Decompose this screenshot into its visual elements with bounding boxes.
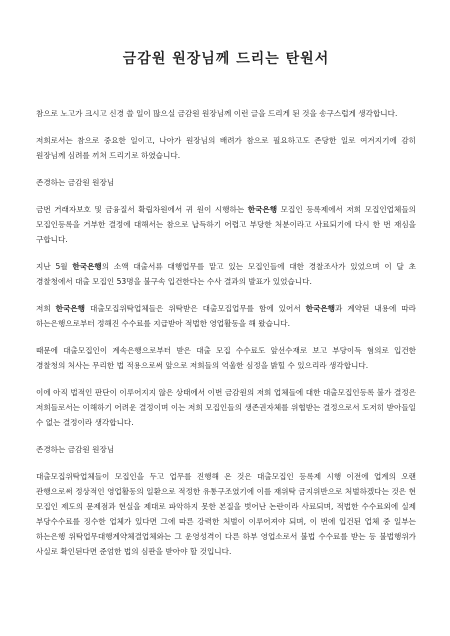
body-paragraph [36,259,416,289]
bank-name-text: 한국은행 [72,262,102,271]
paragraph-text: 때문에 대출모집인이 계속은행으로부터 받은 대출 모집 수수료도 앞선수재로 보고 부당이득 혐의로 입건한 경찰청의 처사는 무리한 법 적용으로써 앞으로 저희들의 억울한 심정을 밝힐 수 있으리라 생각합니다. [36,346,416,370]
body-paragraph [36,301,416,331]
bank-name-text: 한국은행 [55,304,86,313]
paragraph-text: 이에 아직 법적인 판단이 이루어지지 않은 상태에서 이번 금감원의 저희 업체들에 대한 대출모집인등록 불가 결정은 저희들로서는 이해하기 어려운 결정이며 이는 저희 모집인들의 생존권자체를 위협받는 결정으로서 도저히 받아들일 수 없는 결정이라 생각합니다. [36,388,416,427]
paragraph-text: 참으로 노고가 크시고 신경 쓸 일이 많으실 금감원 원장님께 이런 글을 드리게 된 것을 송구스럽게 생각합니다. [36,109,398,118]
bank-name-text: 한국은행 [247,205,278,214]
paragraph-text: 의 소액 대출서류 대행업무를 맡고 있는 모집인들에 대한 경찰조사가 있었으며 이 달 초 경찰청에서 대출 모집인 53명을 불구속 입건한다는 수사 결과의 발표가 있었습니다. [36,262,416,286]
body-paragraph [36,385,416,430]
paragraph-text: 존경하는 금감원 원장님 [36,178,115,187]
document-body [36,106,416,559]
body-paragraph [36,469,416,559]
body-paragraph [36,133,416,163]
body-paragraph [36,202,416,247]
paragraph-text: 과 계약된 내용에 따라 하는은행으로부터 정해진 수수료를 지급받아 적법한 영업활동을 해 왔습니다. [36,304,416,328]
bank-name-text: 한국은행 [305,304,336,313]
paragraph-text: 저희 [36,304,56,313]
document-title: 금감원 원장님께 드리는 탄원서 [122,51,330,67]
salutation [36,175,416,190]
paragraph-text: 저희로서는 참으로 중요한 일이고, 나아가 원장님의 배려가 참으로 필요하고도 존당한 일로 여겨지기에 감히 원장님께 심려를 끼쳐 드리기로 하였습니다. [36,136,416,160]
paragraph-text: 대출모집위탁업체들이 모집인을 두고 업무를 진행해 온 것은 대출모집인 등록제 시행 이전에 업계의 오랜 관행으로써 정상적인 영업활동의 일환으로 적정한 유통구조였기에 이를 재위탁 금지위반으로 처벌하겠다는 것은 현 모집인 제도의 문제점과 현실을 제대로 파악하지 못한 본질을 벗어난 논란이라 사료되며, 적법한 수수료외에 실제 부당수수료를 징수한 업체가 있다면 그에 따른 강력한 처벌이 이루어져야 되며, 이 번에 입건된 업체 중 일부는 하는은행 위탁업무대행계약체결업체와는 그 운영성격이 다른 하부 영업소로서 불법 수수료를 받는 등 불법행위가 사실로 확인된다면 준엄한 법의 심판을 받아야 할 것입니다. [36,472,416,556]
body-paragraph [36,106,416,121]
paragraph-text: 지난 5월 [36,262,73,271]
paragraph-text: 존경하는 금감원 원장님 [36,445,115,454]
paragraph-text: 금번 거래자보호 및 금융질서 확립차원에서 귀 원이 시행하는 [36,205,248,214]
paragraph-text: 모집인 등록제에서 저희 모집인업체들의 모집인등록을 거부한 결정에 대해서는 참으로 납득하기 어렵고 부당한 처분이라고 사료되기에 다시 한 번 재심을 구합니다. [36,205,416,244]
paragraph-text: 대출모집위탁업체들은 위탁받은 대출모집업무를 함에 있어서 [85,304,306,313]
salutation [36,442,416,457]
body-paragraph [36,343,416,373]
